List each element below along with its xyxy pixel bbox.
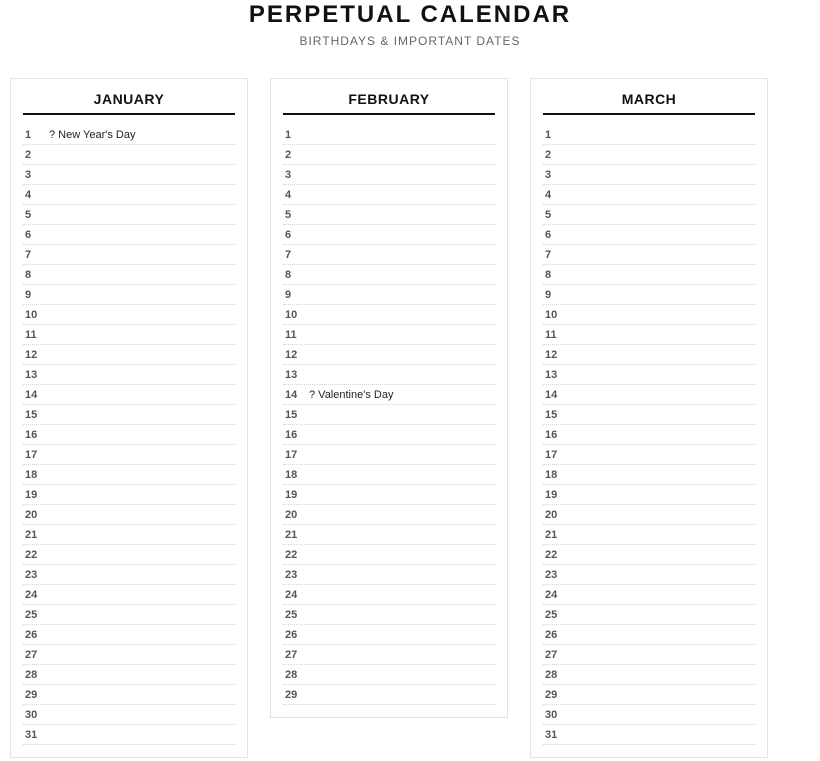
month-card-january <box>10 78 248 758</box>
day-row <box>543 405 755 425</box>
day-row <box>543 625 755 645</box>
day-row <box>283 525 495 545</box>
day-row <box>23 385 235 405</box>
day-number: 15 <box>285 408 298 421</box>
day-row <box>543 265 755 285</box>
day-row <box>283 385 495 405</box>
day-row <box>543 425 755 445</box>
day-number: 16 <box>25 428 38 441</box>
day-number: 9 <box>545 288 552 301</box>
day-number: 29 <box>25 688 38 701</box>
day-number: 25 <box>545 608 558 621</box>
day-row <box>543 545 755 565</box>
day-number: 26 <box>545 628 558 641</box>
day-row <box>283 305 495 325</box>
day-row <box>543 365 755 385</box>
day-row <box>23 605 235 625</box>
day-number: 13 <box>285 368 298 381</box>
day-row <box>283 465 495 485</box>
day-number: 4 <box>25 188 32 201</box>
day-row <box>23 305 235 325</box>
day-number: 20 <box>285 508 298 521</box>
day-row <box>283 665 495 685</box>
day-number: 10 <box>285 308 298 321</box>
day-number: 16 <box>545 428 558 441</box>
day-number: 7 <box>285 248 292 261</box>
day-row <box>543 445 755 465</box>
day-row <box>543 645 755 665</box>
day-row <box>23 545 235 565</box>
day-number: 9 <box>285 288 292 301</box>
day-number: 8 <box>545 268 552 281</box>
day-row <box>283 545 495 565</box>
day-row <box>543 345 755 365</box>
day-row <box>543 285 755 305</box>
day-row <box>283 205 495 225</box>
day-number: 12 <box>25 348 38 361</box>
day-number: 14 <box>545 388 558 401</box>
day-number: 30 <box>545 708 558 721</box>
day-number: 28 <box>285 668 298 681</box>
day-row <box>23 405 235 425</box>
day-number: 15 <box>545 408 558 421</box>
day-number: 1 <box>285 128 292 141</box>
day-number: 6 <box>25 228 32 241</box>
day-row <box>543 605 755 625</box>
day-number: 3 <box>25 168 32 181</box>
day-number: 9 <box>25 288 32 301</box>
day-row <box>283 265 495 285</box>
day-number: 21 <box>545 528 558 541</box>
day-number: 25 <box>285 608 298 621</box>
day-row <box>283 505 495 525</box>
day-number: 7 <box>545 248 552 261</box>
day-row <box>543 145 755 165</box>
day-number: 27 <box>25 648 38 661</box>
day-row <box>23 265 235 285</box>
day-row <box>283 225 495 245</box>
day-number: 20 <box>25 508 38 521</box>
day-row <box>283 585 495 605</box>
day-row <box>543 665 755 685</box>
day-number: 12 <box>285 348 298 361</box>
day-row <box>283 285 495 305</box>
day-number: 27 <box>285 648 298 661</box>
day-number: 1 <box>545 128 552 141</box>
day-row <box>543 385 755 405</box>
day-number: 10 <box>25 308 38 321</box>
page-title: PERPETUAL CALENDAR <box>248 1 572 28</box>
day-row <box>23 465 235 485</box>
day-number: 24 <box>285 588 298 601</box>
day-number: 7 <box>25 248 32 261</box>
day-number: 21 <box>25 528 38 541</box>
day-number: 22 <box>285 548 298 561</box>
page-subtitle: BIRTHDAYS & IMPORTANT DATES <box>299 34 521 48</box>
day-row <box>23 325 235 345</box>
month-title: JANUARY <box>23 79 235 115</box>
day-row <box>543 685 755 705</box>
day-row <box>283 185 495 205</box>
day-row <box>543 245 755 265</box>
day-row <box>23 185 235 205</box>
day-number: 18 <box>285 468 298 481</box>
day-number: 5 <box>25 208 32 221</box>
day-number: 17 <box>25 448 38 461</box>
day-number: 23 <box>545 568 558 581</box>
day-row <box>23 165 235 185</box>
day-row <box>543 585 755 605</box>
day-row <box>23 505 235 525</box>
day-number: 29 <box>545 688 558 701</box>
day-number: 4 <box>285 188 292 201</box>
day-number: 11 <box>285 328 297 341</box>
day-event: ? New Year's Day <box>49 128 136 141</box>
day-list <box>543 125 755 745</box>
day-row <box>283 605 495 625</box>
day-number: 18 <box>545 468 558 481</box>
day-number: 11 <box>545 328 557 341</box>
day-number: 17 <box>285 448 298 461</box>
day-number: 31 <box>545 728 558 741</box>
day-number: 26 <box>25 628 38 641</box>
day-number: 8 <box>285 268 292 281</box>
day-number: 5 <box>285 208 292 221</box>
day-row <box>23 585 235 605</box>
day-number: 21 <box>285 528 298 541</box>
day-row <box>283 365 495 385</box>
day-number: 6 <box>285 228 292 241</box>
day-row <box>23 485 235 505</box>
day-row <box>23 445 235 465</box>
day-row <box>283 165 495 185</box>
day-row <box>283 565 495 585</box>
day-row <box>23 425 235 445</box>
day-row <box>543 305 755 325</box>
day-row <box>543 705 755 725</box>
day-number: 23 <box>25 568 38 581</box>
day-row <box>543 725 755 745</box>
day-number: 3 <box>285 168 292 181</box>
day-row <box>543 185 755 205</box>
day-row <box>543 205 755 225</box>
day-number: 12 <box>545 348 558 361</box>
day-number: 13 <box>25 368 38 381</box>
month-title: MARCH <box>543 79 755 115</box>
day-row <box>23 725 235 745</box>
day-row <box>543 225 755 245</box>
day-number: 3 <box>545 168 552 181</box>
day-number: 8 <box>25 268 32 281</box>
day-event: ? Valentine's Day <box>309 388 394 401</box>
day-number: 27 <box>545 648 558 661</box>
day-number: 29 <box>285 688 298 701</box>
day-number: 26 <box>285 628 298 641</box>
day-row <box>23 285 235 305</box>
day-number: 31 <box>25 728 38 741</box>
day-number: 23 <box>285 568 298 581</box>
day-number: 2 <box>25 148 32 161</box>
day-row <box>283 445 495 465</box>
day-list <box>283 125 495 705</box>
day-row <box>543 325 755 345</box>
month-card-february <box>270 78 508 718</box>
day-row <box>23 705 235 725</box>
day-number: 30 <box>25 708 38 721</box>
month-title: FEBRUARY <box>283 79 495 115</box>
day-number: 24 <box>25 588 38 601</box>
day-row <box>283 125 495 145</box>
day-number: 19 <box>545 488 558 501</box>
day-row <box>23 685 235 705</box>
day-number: 18 <box>25 468 38 481</box>
day-number: 22 <box>25 548 38 561</box>
day-row <box>23 125 235 145</box>
day-number: 24 <box>545 588 558 601</box>
day-row <box>23 565 235 585</box>
day-row <box>283 425 495 445</box>
day-number: 2 <box>285 148 292 161</box>
day-row <box>23 225 235 245</box>
day-number: 22 <box>545 548 558 561</box>
day-row <box>283 345 495 365</box>
day-row <box>283 325 495 345</box>
day-number: 4 <box>545 188 552 201</box>
day-row <box>283 645 495 665</box>
day-row <box>283 685 495 705</box>
day-row <box>23 665 235 685</box>
day-row <box>543 525 755 545</box>
day-number: 14 <box>25 388 38 401</box>
day-number: 11 <box>25 328 37 341</box>
day-number: 16 <box>285 428 298 441</box>
day-row <box>23 145 235 165</box>
day-number: 17 <box>545 448 558 461</box>
day-number: 15 <box>25 408 38 421</box>
day-row <box>543 485 755 505</box>
day-number: 13 <box>545 368 558 381</box>
day-number: 1 <box>25 128 32 141</box>
day-row <box>543 505 755 525</box>
day-row <box>23 525 235 545</box>
day-row <box>23 365 235 385</box>
day-row <box>23 345 235 365</box>
day-row <box>23 625 235 645</box>
day-row <box>543 125 755 145</box>
day-row <box>543 465 755 485</box>
day-number: 20 <box>545 508 558 521</box>
day-row <box>23 205 235 225</box>
day-row <box>283 485 495 505</box>
day-number: 19 <box>25 488 38 501</box>
day-row <box>283 405 495 425</box>
day-list <box>23 125 235 745</box>
day-number: 28 <box>25 668 38 681</box>
month-card-march <box>530 78 768 758</box>
day-number: 19 <box>285 488 298 501</box>
day-row <box>543 165 755 185</box>
day-number: 14 <box>285 388 298 401</box>
day-number: 10 <box>545 308 558 321</box>
day-row <box>283 625 495 645</box>
day-row <box>283 245 495 265</box>
day-number: 5 <box>545 208 552 221</box>
day-row <box>283 145 495 165</box>
day-row <box>23 245 235 265</box>
day-row <box>543 565 755 585</box>
day-number: 28 <box>545 668 558 681</box>
day-number: 25 <box>25 608 38 621</box>
day-number: 6 <box>545 228 552 241</box>
day-number: 2 <box>545 148 552 161</box>
day-row <box>23 645 235 665</box>
